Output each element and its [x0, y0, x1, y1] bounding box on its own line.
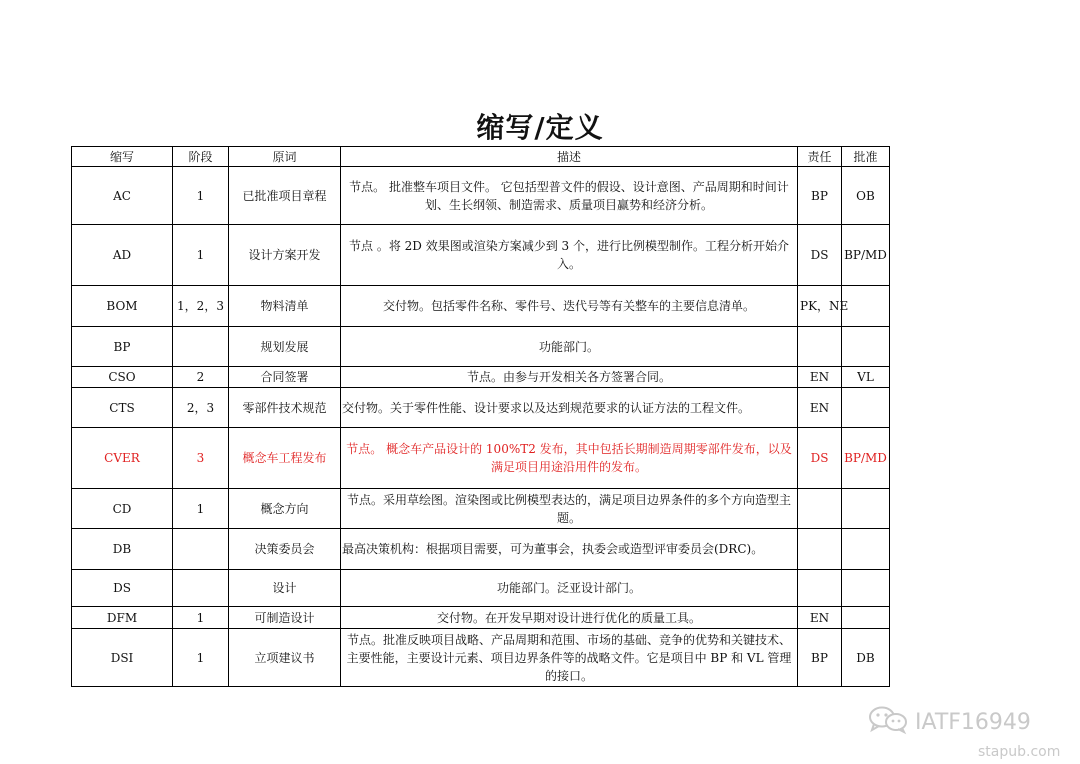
cell-approve: VL	[842, 367, 890, 388]
cell-abbr: BP	[72, 327, 173, 367]
wechat-icon	[867, 705, 909, 739]
table-row-highlighted	[72, 428, 890, 489]
cell-stage: 1，2，3	[173, 286, 229, 327]
table-row	[72, 388, 890, 428]
table-header-row	[72, 147, 890, 167]
cell-abbr: CSO	[72, 367, 173, 388]
cell-desc: 最高决策机构：根据项目需要，可为董事会，执委会或造型评审委员会(DRC)。	[341, 529, 798, 570]
col-header-abbr: 缩写	[72, 147, 173, 167]
cell-desc: 节点。由参与开发相关各方签署合同。	[341, 367, 798, 388]
cell-desc: 节点。 批准整车项目文件。 它包括型普文件的假设、设计意图、产品周期和时间计划、生长纲领、制造需求、质量项目赢势和经济分析。	[341, 167, 798, 225]
cell-stage: 1	[173, 607, 229, 629]
cell-approve	[842, 489, 890, 529]
cell-approve	[842, 529, 890, 570]
cell-desc: 功能部门。	[341, 327, 798, 367]
cell-resp: EN	[798, 388, 842, 428]
cell-abbr: DFM	[72, 607, 173, 629]
col-header-resp: 责任	[798, 147, 842, 167]
cell-term: 概念车工程发布	[229, 428, 341, 489]
cell-abbr: DSI	[72, 629, 173, 687]
cell-approve: DB	[842, 629, 890, 687]
cell-stage: 3	[173, 428, 229, 489]
cell-resp	[798, 570, 842, 607]
abbreviation-table	[71, 146, 890, 687]
cell-desc: 节点。批准反映项目战略、产品周期和范围、市场的基础、竞争的优势和关键技术、主要性能，主要设计元素、项目边界条件等的战略文件。它是项目中 BP 和 VL 管理的接口。	[341, 629, 798, 687]
table-row	[72, 529, 890, 570]
cell-abbr: AC	[72, 167, 173, 225]
cell-resp	[798, 529, 842, 570]
table-row	[72, 489, 890, 529]
cell-term: 物料清单	[229, 286, 341, 327]
table-row	[72, 629, 890, 687]
cell-stage: 1	[173, 225, 229, 286]
cell-desc: 交付物。包括零件名称、零件号、迭代号等有关整车的主要信息清单。	[341, 286, 798, 327]
cell-term: 设计方案开发	[229, 225, 341, 286]
page-title: 缩写/定义	[476, 111, 604, 144]
cell-desc: 功能部门。泛亚设计部门。	[341, 570, 798, 607]
watermark	[867, 705, 1031, 739]
table-row	[72, 167, 890, 225]
table-row	[72, 607, 890, 629]
cell-stage: 1	[173, 629, 229, 687]
cell-approve	[842, 327, 890, 367]
cell-term: 零部件技术规范	[229, 388, 341, 428]
cell-resp: DS	[798, 225, 842, 286]
cell-resp: BP	[798, 629, 842, 687]
cell-resp: PK，NE	[798, 286, 842, 327]
cell-stage	[173, 327, 229, 367]
watermark-text: IATF16949	[915, 709, 1031, 735]
table-row	[72, 286, 890, 327]
cell-approve	[842, 570, 890, 607]
cell-resp: DS	[798, 428, 842, 489]
cell-stage: 1	[173, 167, 229, 225]
cell-desc: 节点 。将 2D 效果图或渲染方案减少到 3 个，进行比例模型制作。工程分析开始介入。	[341, 225, 798, 286]
cell-abbr: DB	[72, 529, 173, 570]
cell-abbr: CD	[72, 489, 173, 529]
cell-term: 规划发展	[229, 327, 341, 367]
cell-approve	[842, 388, 890, 428]
cell-stage: 1	[173, 489, 229, 529]
cell-stage	[173, 529, 229, 570]
cell-stage	[173, 570, 229, 607]
col-header-stage: 阶段	[173, 147, 229, 167]
table-row	[72, 327, 890, 367]
cell-abbr: DS	[72, 570, 173, 607]
cell-stage: 2，3	[173, 388, 229, 428]
cell-term: 决策委员会	[229, 529, 341, 570]
table-row	[72, 367, 890, 388]
cell-approve	[842, 607, 890, 629]
table-row	[72, 225, 890, 286]
cell-desc: 节点。采用草绘图。渲染图或比例模型表达的，满足项目边界条件的多个方向造型主题。	[341, 489, 798, 529]
cell-term: 设计	[229, 570, 341, 607]
cell-abbr: CVER	[72, 428, 173, 489]
cell-approve: OB	[842, 167, 890, 225]
cell-resp	[798, 327, 842, 367]
cell-approve	[842, 286, 890, 327]
table-row	[72, 570, 890, 607]
cell-approve: BP/MD	[842, 428, 890, 489]
cell-resp: EN	[798, 607, 842, 629]
cell-stage: 2	[173, 367, 229, 388]
cell-abbr: CTS	[72, 388, 173, 428]
cell-approve: BP/MD	[842, 225, 890, 286]
cell-resp: BP	[798, 167, 842, 225]
cell-abbr: AD	[72, 225, 173, 286]
cell-desc: 节点。 概念车产品设计的 100%T2 发布，其中包括长期制造周期零部件发布，以及满足项目用途沿用件的发布。	[341, 428, 798, 489]
cell-abbr: BOM	[72, 286, 173, 327]
cell-desc: 交付物。关于零件性能、设计要求以及达到规范要求的认证方法的工程文件。	[341, 388, 798, 428]
cell-resp: EN	[798, 367, 842, 388]
cell-resp	[798, 489, 842, 529]
cell-term: 概念方向	[229, 489, 341, 529]
site-watermark: stapub.com	[978, 744, 1061, 760]
col-header-desc: 描述	[341, 147, 798, 167]
cell-term: 可制造设计	[229, 607, 341, 629]
col-header-term: 原词	[229, 147, 341, 167]
cell-desc: 交付物。在开发早期对设计进行优化的质量工具。	[341, 607, 798, 629]
cell-term: 已批准项目章程	[229, 167, 341, 225]
cell-term: 立项建议书	[229, 629, 341, 687]
cell-term: 合同签署	[229, 367, 341, 388]
col-header-approve: 批准	[842, 147, 890, 167]
